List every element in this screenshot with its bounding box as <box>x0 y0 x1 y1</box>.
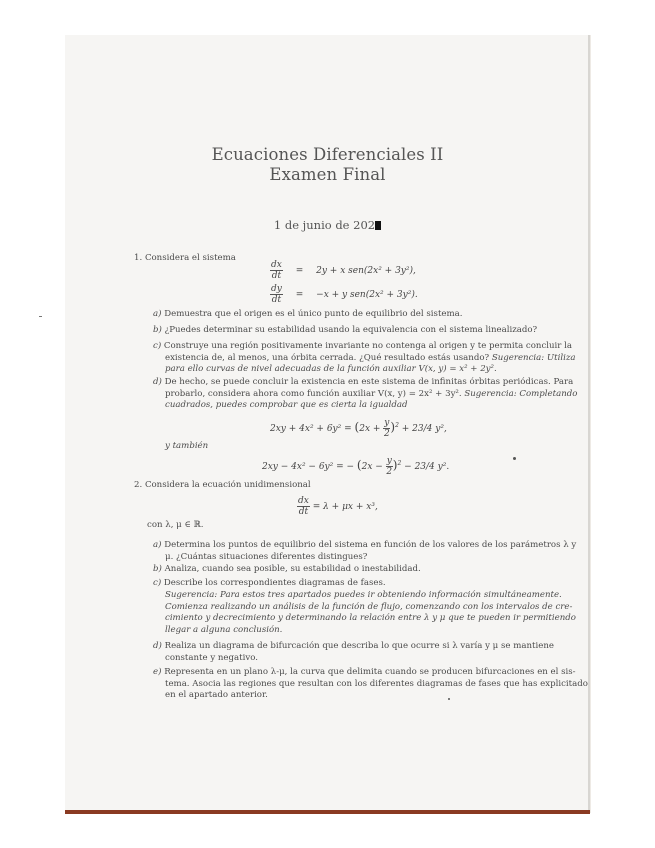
p2-item-a: a) Determina los puntos de equilibrio del sistema en función de los valores de los parámetros λ y μ. ¿Cuántas situaciones diferentes distingues? <box>153 540 577 562</box>
problem-2-header <box>134 480 311 492</box>
p2-item-c: c) Describe los correspondientes diagramas de fases. <box>153 578 386 588</box>
identity-2: 2xy − 4x² − 6y² = − (2x − $\frac{y}{2}$ )$^2$ − 23/4 y². <box>262 456 450 477</box>
problem-2-number: 2. <box>134 480 143 490</box>
redaction-mark <box>375 221 381 230</box>
identity-1: 2xy + 4x² + 6y² = (2x + $\frac{y}{2}$ )$^2$ + 23/4 y², <box>270 418 447 439</box>
scan-speck <box>513 457 516 460</box>
exam-subtitle: Examen Final <box>269 165 386 184</box>
p1-item-a: a) Demuestra que el origen es el único punto de equilibrio del sistema. <box>153 309 463 319</box>
problem-1-number: 1. <box>134 253 143 263</box>
problem-1-intro: Considera el sistema <box>144 253 236 263</box>
system-eq-1: $\frac{dx}{dt}$ = 2y + x sen(2x² + 3y²), <box>271 260 416 281</box>
unidimensional-eq: $\frac{dx}{dt}$ = λ + μx + x³, <box>298 496 378 517</box>
p2-item-b: b) Analiza, cuando sea posible, su estabilidad o inestabilidad. <box>153 564 421 574</box>
problem-1-header <box>134 253 236 265</box>
p1-item-c: c) Construye una región positivamente invariante no contenga al origen y te permita concluir la existencia de, al menos, una órbita cerrada. ¿Qué resultado estás usando? Sugerencia: Utiliza para ello curvas de nivel adecuadas de la función auxiliar V(x, y) = x² + 2y². <box>153 341 576 375</box>
also-text: y también <box>165 441 209 451</box>
eq1-lhs: $\frac{dx}{dt}$ <box>271 260 282 281</box>
eq1-rhs: 2y + x sen(2x² + 3y²), <box>316 266 416 276</box>
parameters-text: con λ, μ ∈ ℝ. <box>147 520 204 530</box>
exam-title: Ecuaciones Diferenciales II <box>211 145 444 164</box>
problem-2-intro: Considera la ecuación unidimensional <box>144 480 311 490</box>
p2-item-d: d) Realiza un diagrama de bifurcación que describa lo que ocurre si λ varía y μ se mantiene constante y negativo. <box>153 641 554 663</box>
eq2-lhs: $\frac{dy}{dt}$ <box>271 284 282 305</box>
exam-date-text: 1 de junio de 202 <box>273 218 376 232</box>
eq2-rhs: −x + y sen(2x² + 3y²). <box>316 290 418 300</box>
scan-speck <box>448 698 450 700</box>
p2-hint: Sugerencia: Para estos tres apartados puedes ir obteniendo información simultáneamente. Comienza realizando un análisis de la función de flujo, comenzando con los intervalos de cre- cimiento y decrecimiento y determinando la relación entre λ y μ que te pueden ir permitiendo llegar a alguna conclusión. <box>165 590 576 635</box>
p1-item-b: b) ¿Puedes determinar su estabilidad usando la equivalencia con el sistema linealizado? <box>153 325 538 335</box>
exam-date <box>0 218 655 232</box>
scan-mark <box>39 316 42 317</box>
system-eq-2: $\frac{dy}{dt}$ = −x + y sen(2x² + 3y²). <box>271 284 418 305</box>
p1-item-d: d) De hecho, se puede concluir la existencia en este sistema de infinitas órbitas periódicas. Para probarlo, considera ahora como función auxiliar V(x, y) = 2x² + 3y². Sugerencia: Completando cuadrados, puedes comprobar que es cierta la igualdad <box>153 377 578 411</box>
sheet-bottom-edge <box>65 810 590 814</box>
p2-item-e: e) Representa en un plano λ-μ, la curva que delimita cuando se producen bifurcaciones en el sis- tema. Asocia las regiones que resultan con los diferentes diagramas de fases que has explicitado en el apartado anterior. <box>153 667 588 701</box>
